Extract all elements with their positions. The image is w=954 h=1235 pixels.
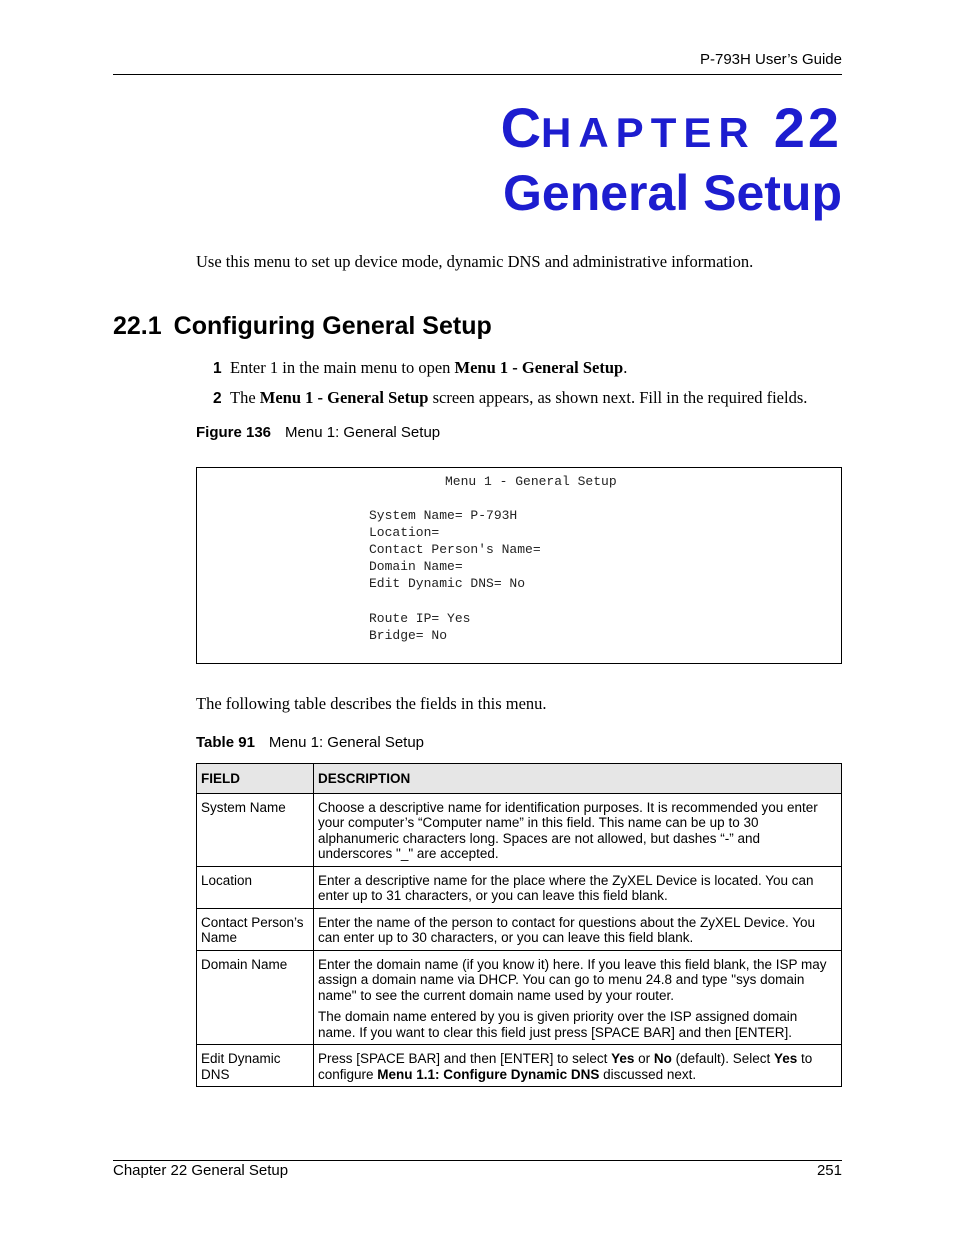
intro-paragraph: Use this menu to set up device mode, dynamic DNS and administrative information. <box>196 252 754 271</box>
step-bold: Menu 1 - General Setup <box>454 358 624 377</box>
step-bold: Menu 1 - General Setup <box>259 388 429 407</box>
field-cell: Contact Person’s Name <box>197 908 314 950</box>
step-1 <box>213 358 627 378</box>
table-row <box>197 1045 842 1087</box>
terminal-line: Domain Name= <box>369 559 463 574</box>
field-cell: Domain Name <box>197 950 314 1045</box>
table-caption <box>196 734 424 751</box>
description-text <box>318 1051 837 1082</box>
chapter-word-rest: HAPTER <box>541 109 756 156</box>
chapter-number: 22 <box>773 96 842 159</box>
table-label: Table 91 <box>196 734 255 751</box>
page-number: 251 <box>816 1162 842 1179</box>
chapter-word-initial: C <box>500 96 542 159</box>
table-header-row <box>197 764 842 794</box>
desc-bold: Yes <box>773 1051 798 1066</box>
terminal-line: Bridge= No <box>369 628 448 643</box>
fields-table <box>196 763 842 1087</box>
terminal-line: Route IP= Yes <box>369 611 471 626</box>
chapter-heading <box>500 96 842 159</box>
description-text: The domain name entered by you is given priority over the ISP assigned domain name. If you want to clear this field just press [SPACE BAR] and then [ENTER]. <box>318 1009 798 1040</box>
desc-part: Press [SPACE BAR] and then [ENTER] to select <box>318 1051 612 1066</box>
section-title: Configuring General Setup <box>173 312 492 340</box>
desc-part: to configure <box>318 1051 813 1082</box>
table-row <box>197 793 842 866</box>
step-number: 2 <box>213 390 222 407</box>
chapter-title: General Setup <box>503 165 842 221</box>
description-cell <box>314 950 842 1045</box>
section-heading <box>113 312 492 341</box>
terminal-line: Contact Person's Name= <box>369 542 541 557</box>
terminal-screen <box>196 467 842 664</box>
step-text-end: screen appears, as shown next. Fill in the required fields. <box>428 388 808 407</box>
footer-rule <box>113 1160 842 1161</box>
description-cell <box>314 793 842 866</box>
step-text-end: . <box>623 358 628 377</box>
field-cell: Edit Dynamic DNS <box>197 1045 314 1087</box>
desc-bold: No <box>653 1051 672 1066</box>
step-text: The <box>230 388 260 407</box>
figure-label: Figure 136 <box>196 424 272 441</box>
desc-bold: Menu 1.1: Configure Dynamic DNS <box>377 1066 600 1082</box>
terminal-title: Menu 1 - General Setup <box>445 474 617 489</box>
description-text: Enter the name of the person to contact for questions about the ZyXEL Device. You can enter up to 30 characters, or you can leave this field blank. <box>318 914 816 945</box>
section-number: 22.1 <box>113 312 162 340</box>
footer-chapter-label: Chapter 22 General Setup <box>113 1162 289 1179</box>
figure-caption-text: Menu 1: General Setup <box>285 424 441 441</box>
desc-bold: Yes <box>611 1051 635 1066</box>
figure-caption <box>196 424 440 441</box>
step-number: 1 <box>213 360 222 377</box>
table-row <box>197 950 842 1045</box>
terminal-line: System Name= P-793H <box>369 508 518 523</box>
field-cell: Location <box>197 866 314 908</box>
table-row <box>197 866 842 908</box>
description-text: Enter a descriptive name for the place where the ZyXEL Device is located. You can enter up to 31 characters, or you can leave this field blank. <box>318 872 814 903</box>
description-cell <box>314 1045 842 1087</box>
description-text: Enter the domain name (if you know it) here. If you leave this field blank, the ISP may assign a domain name via DHCP. You can go to menu 24.8 and type "sys domain name" to see the current domain name used by your router. <box>318 956 827 1003</box>
step-text: Enter 1 in the main menu to open <box>230 358 455 377</box>
desc-part: discussed next. <box>599 1066 697 1082</box>
step-2 <box>213 388 807 408</box>
table-caption-text: Menu 1: General Setup <box>268 734 425 751</box>
table-row <box>197 908 842 950</box>
description-text: Choose a descriptive name for identification purposes. It is recommended you enter your computer’s “Computer name” in this field. This name can be up to 30 alphanumeric characters long. Spaces are not allowed, but dashes “-” and underscores "_" are accepted. <box>318 799 818 861</box>
terminal-line: Edit Dynamic DNS= No <box>369 576 526 591</box>
header-rule <box>113 74 842 75</box>
header-field: FIELD <box>197 764 314 794</box>
header-description: DESCRIPTION <box>314 764 842 794</box>
header-guide-title: P-793H User’s Guide <box>699 51 842 68</box>
description-cell <box>314 866 842 908</box>
desc-part: (default). Select <box>671 1051 774 1066</box>
desc-part: or <box>634 1051 654 1066</box>
table-intro-paragraph: The following table describes the fields in this menu. <box>196 694 547 713</box>
description-cell <box>314 908 842 950</box>
field-cell: System Name <box>197 793 314 866</box>
terminal-line: Location= <box>369 525 440 540</box>
